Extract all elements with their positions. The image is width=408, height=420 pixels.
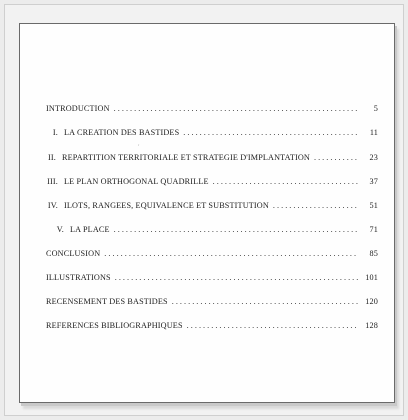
toc-numeral: IV. [47,201,58,210]
toc-numeral: II. [48,153,56,162]
toc-title: RECENSEMENT DES BASTIDES [46,297,168,306]
toc-numeral: V. [56,225,64,234]
toc-page-number: 101 [365,273,378,282]
toc-title: LE PLAN ORTHOGONAL QUADRILLE [64,177,209,186]
toc-numeral: III. [47,177,58,186]
toc-leader [213,177,358,186]
toc-leader [187,321,358,330]
toc-leader [183,128,358,137]
toc-entry-chapter-2 [46,153,378,165]
document-page [19,23,395,403]
toc-page-number: 128 [365,321,378,330]
toc-title: INTRODUCTION [46,104,110,113]
toc-page-number: 120 [365,297,378,306]
toc-title: REPARTITION TERRITORIALE ET STRATEGIE D'IMPLANTATION [62,153,310,162]
toc-page-number: 71 [369,225,378,234]
toc-numeral: I. [52,128,58,137]
toc-leader [172,297,358,306]
toc-title: ILOTS, RANGEES, EQUIVALENCE ET SUBSTITUTION [64,201,269,210]
toc-leader [114,104,358,113]
toc-entry-chapter-1 [46,128,378,140]
toc-entry-references [46,321,378,333]
toc-entry-chapter-5 [46,225,378,237]
toc-leader [314,153,358,162]
toc-entry-chapter-3 [46,177,378,189]
toc-title: LA CREATION DES BASTIDES [64,128,180,137]
toc-page-number: 11 [369,128,378,137]
toc-leader [115,273,358,282]
toc-entry-conclusion [46,249,378,261]
toc-entry-recensement [46,297,378,309]
toc-page-number: 51 [369,201,378,210]
toc-title: LA PLACE [70,225,110,234]
toc-leader [104,249,358,258]
toc-title: CONCLUSION [46,249,101,258]
table-of-contents [20,24,394,402]
toc-page-number: 85 [369,249,378,258]
toc-page-number: 23 [369,153,378,162]
scan-speck: ′ [138,144,140,151]
toc-title: REFERENCES BIBLIOGRAPHIQUES [46,321,183,330]
scan-frame [4,4,404,416]
toc-page-number: 37 [369,177,378,186]
toc-page-number: 5 [373,104,378,113]
toc-title: ILLUSTRATIONS [46,273,111,282]
toc-entry-illustrations [46,273,378,285]
toc-leader [114,225,358,234]
toc-entry-chapter-4 [46,201,378,213]
toc-leader [273,201,358,210]
toc-entry-introduction [46,104,378,116]
